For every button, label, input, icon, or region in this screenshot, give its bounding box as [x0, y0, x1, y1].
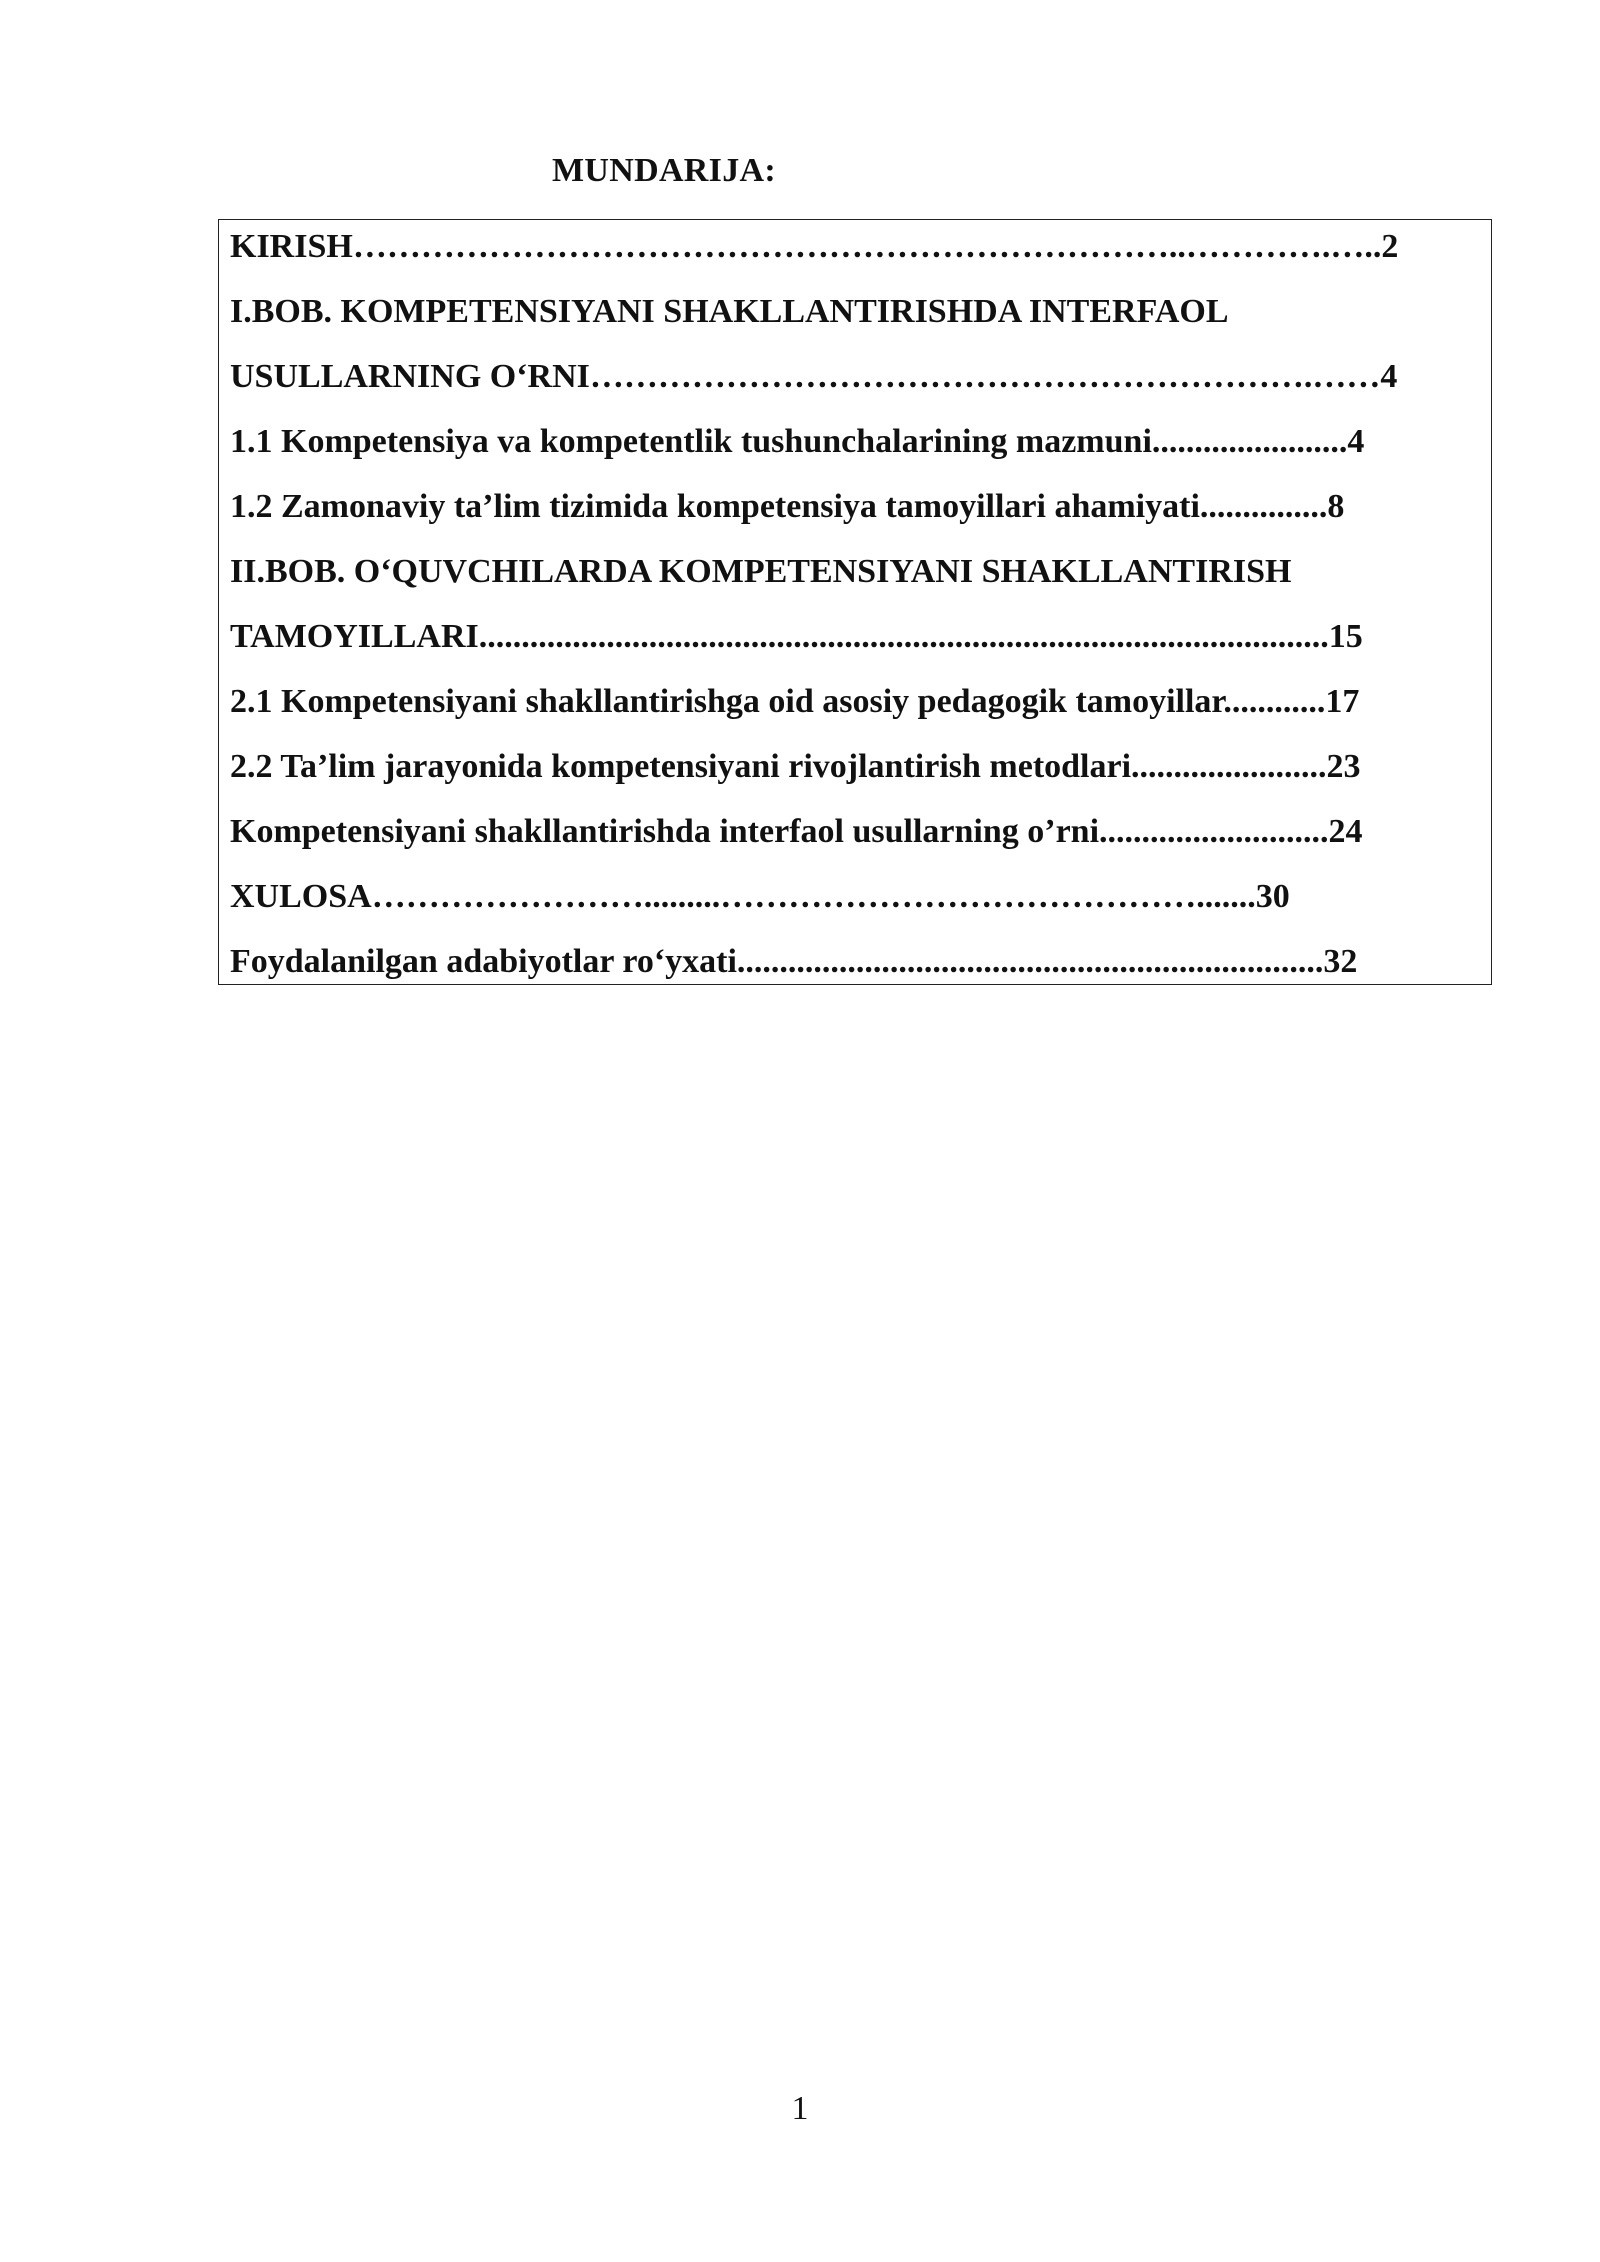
toc-entry-chapter-1-cont: USULLARNING O‘RNI……………………………………………………….……4	[230, 358, 1398, 395]
toc-entry-adabiyotlar: Foydalanilgan adabiyotlar ro‘yxati.....................................................................32	[230, 943, 1358, 980]
toc-entry-kirish: KIRISH………………………………………………………………..………….…..2	[230, 228, 1399, 265]
toc-entry-xulosa: XULOSA…………………….........…………………………………….......30	[230, 878, 1290, 915]
toc-entry-chapter-2-cont: TAMOYILLARI....................................................................................................15	[230, 618, 1363, 655]
toc-title: MUNDARIJA:	[552, 152, 776, 189]
toc-entry-chapter-1: I.BOB. KOMPETENSIYANI SHAKLLANTIRISHDA INTERFAOL	[230, 293, 1229, 330]
toc-entry-1-2: 1.2 Zamonaviy ta’lim tizimida kompetensiya tamoyillari ahamiyati...............8	[230, 488, 1345, 525]
toc-entry-2-2: 2.2 Ta’lim jarayonida kompetensiyani rivojlantirish metodlari.......................23	[230, 748, 1361, 785]
toc-entry-1-1: 1.1 Kompetensiya va kompetentlik tushunchalarining mazmuni.......................4	[230, 423, 1365, 460]
toc-entry-interfaol: Kompetensiyani shakllantirishda interfaol usullarning o’rni...........................24	[230, 813, 1363, 850]
page-number: 1	[791, 2090, 809, 2127]
toc-entry-chapter-2: II.BOB. O‘QUVCHILARDA KOMPETENSIYANI SHAKLLANTIRISH	[230, 553, 1292, 590]
toc-entry-2-1: 2.1 Kompetensiyani shakllantirishga oid asosiy pedagogik tamoyillar............17	[230, 683, 1360, 720]
table-of-contents	[218, 219, 1492, 985]
